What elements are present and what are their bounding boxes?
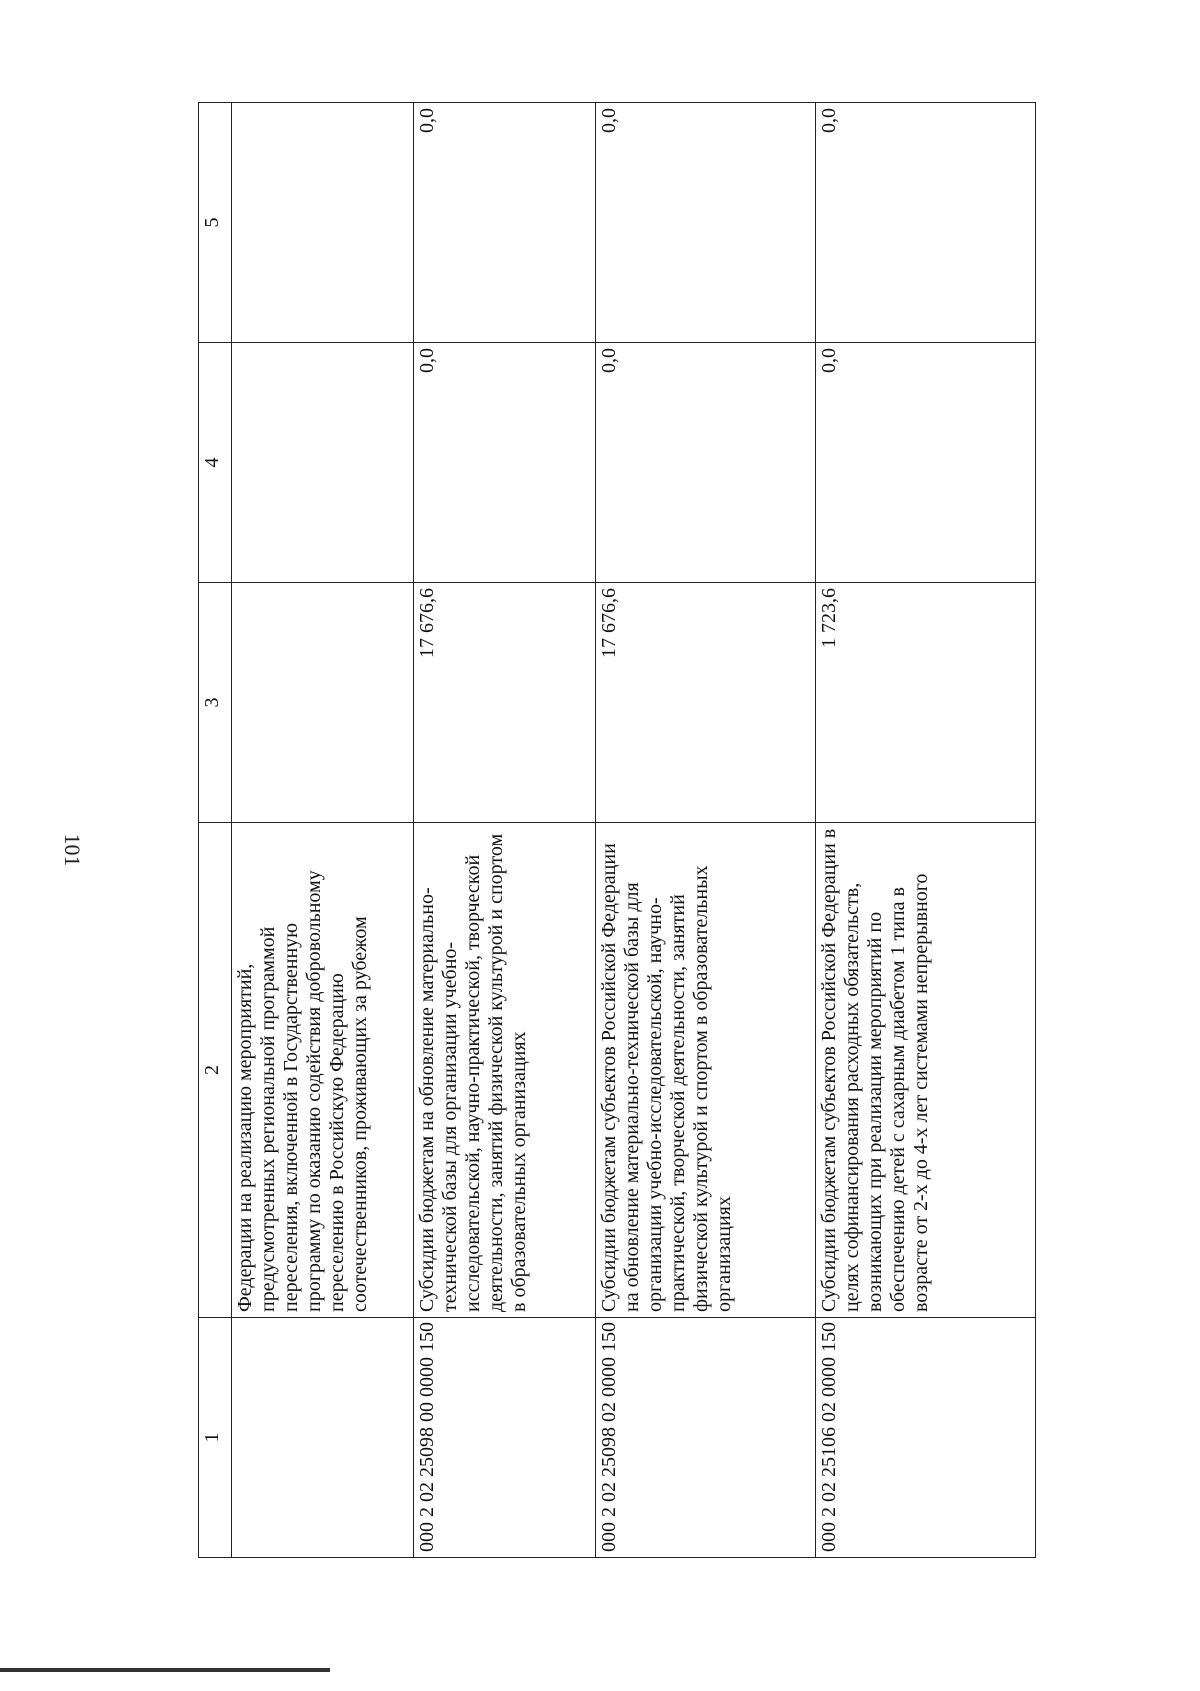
row-value-col4 xyxy=(232,343,414,583)
row-name: Субсидии бюджетам субъектов Российской Федерации в целях софинансирования расходных обязательств, возникающих при реализации мероприятий по обеспечению детей с сахарным диабетом 1 типа в возрасте от 2-х до 4-х лет системами непрерывного xyxy=(816,823,1036,1318)
header-col-2: 2 xyxy=(199,823,232,1318)
table-row xyxy=(414,103,596,1558)
table-row xyxy=(596,103,816,1558)
row-value-col3: 17 676,6 xyxy=(414,583,596,823)
header-col-1: 1 xyxy=(199,1318,232,1558)
row-code: 000 2 02 25098 02 0000 150 xyxy=(596,1318,816,1558)
row-name: Федерации на реализацию мероприятий, предусмотренных региональной программой переселения, включенной в Государственную программу по оказанию содействия добровольному переселению в Российскую Федерацию соотечественников, проживающих за рубежом xyxy=(232,823,414,1318)
row-value-col3: 1 723,6 xyxy=(816,583,1036,823)
header-col-5: 5 xyxy=(199,103,232,343)
row-code: 000 2 02 25106 02 0000 150 xyxy=(816,1318,1036,1558)
row-code: 000 2 02 25098 00 0000 150 xyxy=(414,1318,596,1558)
row-name: Субсидии бюджетам на обновление материально-технической базы для организации учебно-исследовательской, научно-практической, творческой деятельности, занятий физической культурой и спортом в образовательных организациях xyxy=(414,823,596,1318)
header-col-3: 3 xyxy=(199,583,232,823)
budget-table xyxy=(198,102,1036,1558)
rotated-page-content xyxy=(198,103,1033,1558)
row-value-col4: 0,0 xyxy=(816,343,1036,583)
table-header-row xyxy=(199,103,232,1558)
row-value-col3 xyxy=(232,583,414,823)
row-code xyxy=(232,1318,414,1558)
row-name: Субсидии бюджетам субъектов Российской Федерации на обновление материально-технической базы для организации учебно-исследовательской, научно-практической, творческой деятельности, занятий физической культурой и спортом в образовательных организациях xyxy=(596,823,816,1318)
row-value-col4: 0,0 xyxy=(596,343,816,583)
row-value-col3: 17 676,6 xyxy=(596,583,816,823)
table-row xyxy=(232,103,414,1558)
page-number: 101 xyxy=(60,833,85,867)
table-row xyxy=(816,103,1036,1558)
footer-rule xyxy=(0,1668,330,1672)
row-value-col4: 0,0 xyxy=(414,343,596,583)
header-col-4: 4 xyxy=(199,343,232,583)
row-value-col5: 0,0 xyxy=(596,103,816,343)
row-value-col5: 0,0 xyxy=(414,103,596,343)
row-value-col5 xyxy=(232,103,414,343)
row-value-col5: 0,0 xyxy=(816,103,1036,343)
